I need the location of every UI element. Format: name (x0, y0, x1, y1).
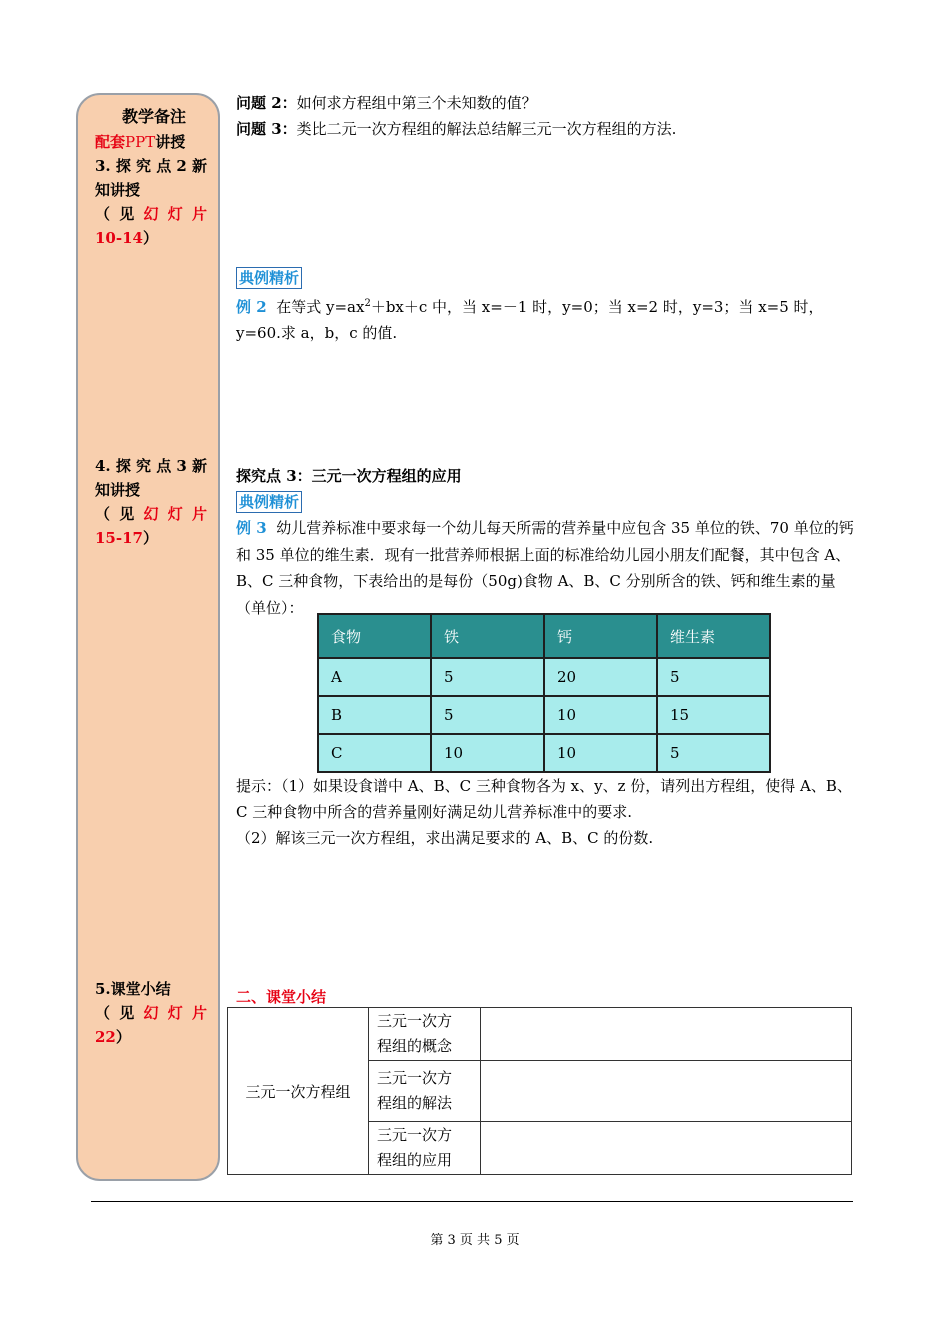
page-number: 第 3 页 共 5 页 (430, 1233, 520, 1248)
table-header: 食物 (318, 614, 431, 658)
hints: 提示：（1）如果设食谱中 A、B、C 三种食物各为 x、y、z 份，请列出方程组，使得 A、B、C 三种食物中所含的营养量刚好满足幼儿营养标准中的要求. （2）解该三元一次方程组，求出满足要求的 A、B、C 的份数. (236, 777, 852, 847)
example-tag: 典例精析 (236, 267, 302, 289)
sidebar-note-1: 配套PPT讲授 3.探究点2新 知讲授 （见幻灯片 10-14） (95, 133, 207, 247)
example-tag: 典例精析 (236, 491, 302, 513)
summary-topic: 三元一次方程组 (228, 1008, 369, 1175)
summary-item: 三元一次方 程组的解法 (369, 1061, 481, 1122)
food-table (317, 613, 771, 773)
summary-table (227, 1007, 852, 1175)
section-title-summary: 二、课堂小结 (236, 988, 327, 1006)
summary-item: 三元一次方 程组的应用 (369, 1122, 481, 1175)
example-3: 探究点 3：三元一次方程组的应用 典例精析 例 3 幼儿营养标准中要求每一个幼儿每天所需的营养量中应包含 35 单位的铁、70 单位的钙和 35 单位的维生素．现有一批营养师根据上面的标准给幼儿园小朋友们配餐，其中包含 A、B、C 三种食物，下表给出的是每份（50g)食物 A、B、C 分别所含的铁、钙和维生素的量（单位）： (236, 463, 862, 621)
questions: 问题 2：如何求方程组中第三个未知数的值？ 问题 3：类比二元一次方程组的解法总结解三元一次方程组的方法. (236, 94, 677, 138)
table-header: 维生素 (657, 614, 770, 658)
sidebar-title: 教学备注 (121, 107, 186, 126)
table-header: 钙 (544, 614, 657, 658)
section-point-3: 探究点 3：三元一次方程组的应用 (236, 467, 462, 485)
table-header: 铁 (431, 614, 544, 658)
table-row: C 10 10 5 (318, 734, 770, 772)
table-row: B 5 10 15 (318, 696, 770, 734)
summary-item: 三元一次方 程组的概念 (369, 1008, 481, 1061)
summary-blank (481, 1122, 852, 1175)
summary-blank (481, 1061, 852, 1122)
table-row: A 5 20 5 (318, 658, 770, 696)
sidebar-note-2: 4.探究点3新 知讲授 （见幻灯片 15-17） (95, 457, 207, 547)
summary-blank (481, 1008, 852, 1061)
footer-divider (91, 1201, 853, 1202)
sidebar-note-3: 5.课堂小结 （见幻灯片 22） (95, 980, 207, 1046)
example-2: 典例精析 例 2 在等式 $y=ax^2+bx+c$ 中，当 x=－1 时，y=0；当 x=2 时，y=3；当 x=5 时，y=60.求 a，b，c 的值. (236, 269, 824, 342)
